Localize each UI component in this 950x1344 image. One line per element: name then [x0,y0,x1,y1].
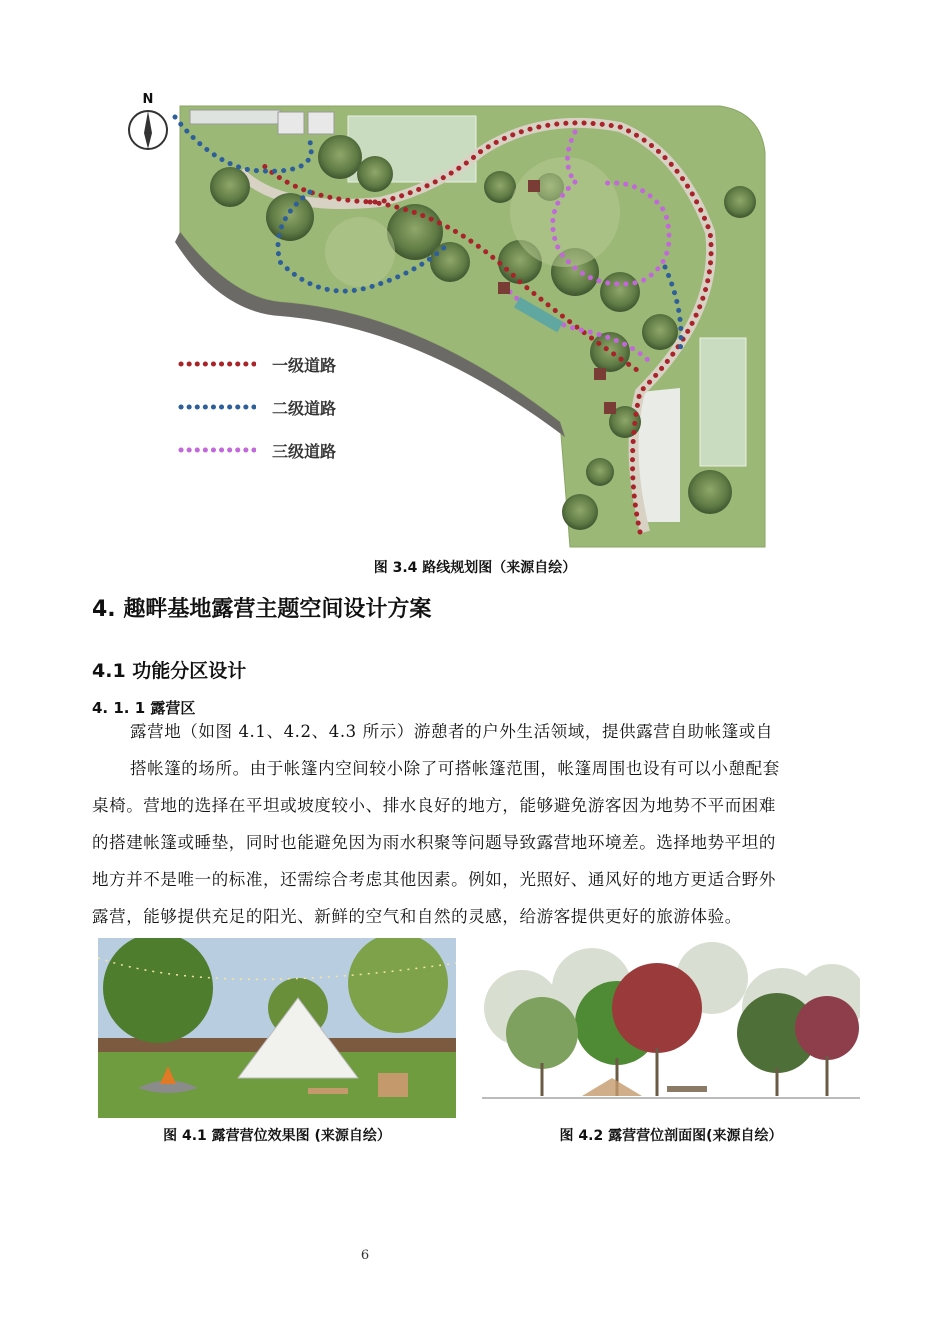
campsite-rendering-image [98,938,456,1118]
body-paragraph [92,713,872,935]
site-plan-illustration [120,92,780,552]
paragraph-line: 露营地（如图 4.1、4.2、4.3 所示）游憩者的户外生活领域，提供露营自助帐篷或自 [130,722,774,741]
tertiary-road-swatch-icon [178,447,256,453]
paragraph-line: 桌椅。营地的选择在平坦或坡度较小、排水良好的地方，能够避免游客因为地势不平而困难 [92,796,776,815]
north-label: N [142,92,154,107]
compass-icon [126,107,170,153]
legend-label: 二级道路 [272,398,337,418]
subsection-title: 4.1 功能分区设计 [92,660,247,682]
figure-caption: 图 4.2 露营营位剖面图(来源自绘） [559,1128,783,1144]
paragraph-line: 的搭建帐篷或睡垫，同时也能避免因为雨水积聚等问题导致露营地环境差。选择地势平坦的 [92,833,776,852]
legend-label: 一级道路 [272,355,337,375]
legend-label: 三级道路 [272,441,337,461]
legend-tertiary-road [178,438,336,462]
figure-caption: 图 4.1 露营营位效果图 (来源自绘） [163,1128,391,1144]
subsubsection-title: 4. 1. 1 露营区 [92,699,196,717]
figure-caption: 图 3.4 路线规划图（来源自绘） [373,560,577,576]
paragraph-line: 搭帐篷的场所。由于帐篷内空间较小除了可搭帐篷范围，帐篷周围也设有可以小憩配套 [130,759,780,778]
page-number: 6 [360,1248,370,1263]
legend-secondary-road [178,395,336,419]
legend-primary-road [178,352,336,376]
paragraph-line: 露营，能够提供充足的阳光、新鲜的空气和自然的灵感，给游客提供更好的旅游体验。 [92,907,742,926]
north-arrow [126,92,170,156]
campsite-section-image [482,938,860,1106]
primary-road-swatch-icon [178,361,256,367]
secondary-road-swatch-icon [178,404,256,410]
section-title: 4. 趣畔基地露营主题空间设计方案 [92,597,432,622]
paragraph-line: 地方并不是唯一的标准，还需综合考虑其他因素。例如，光照好、通风好的地方更适合野外 [92,870,776,889]
route-plan-map [120,92,780,552]
